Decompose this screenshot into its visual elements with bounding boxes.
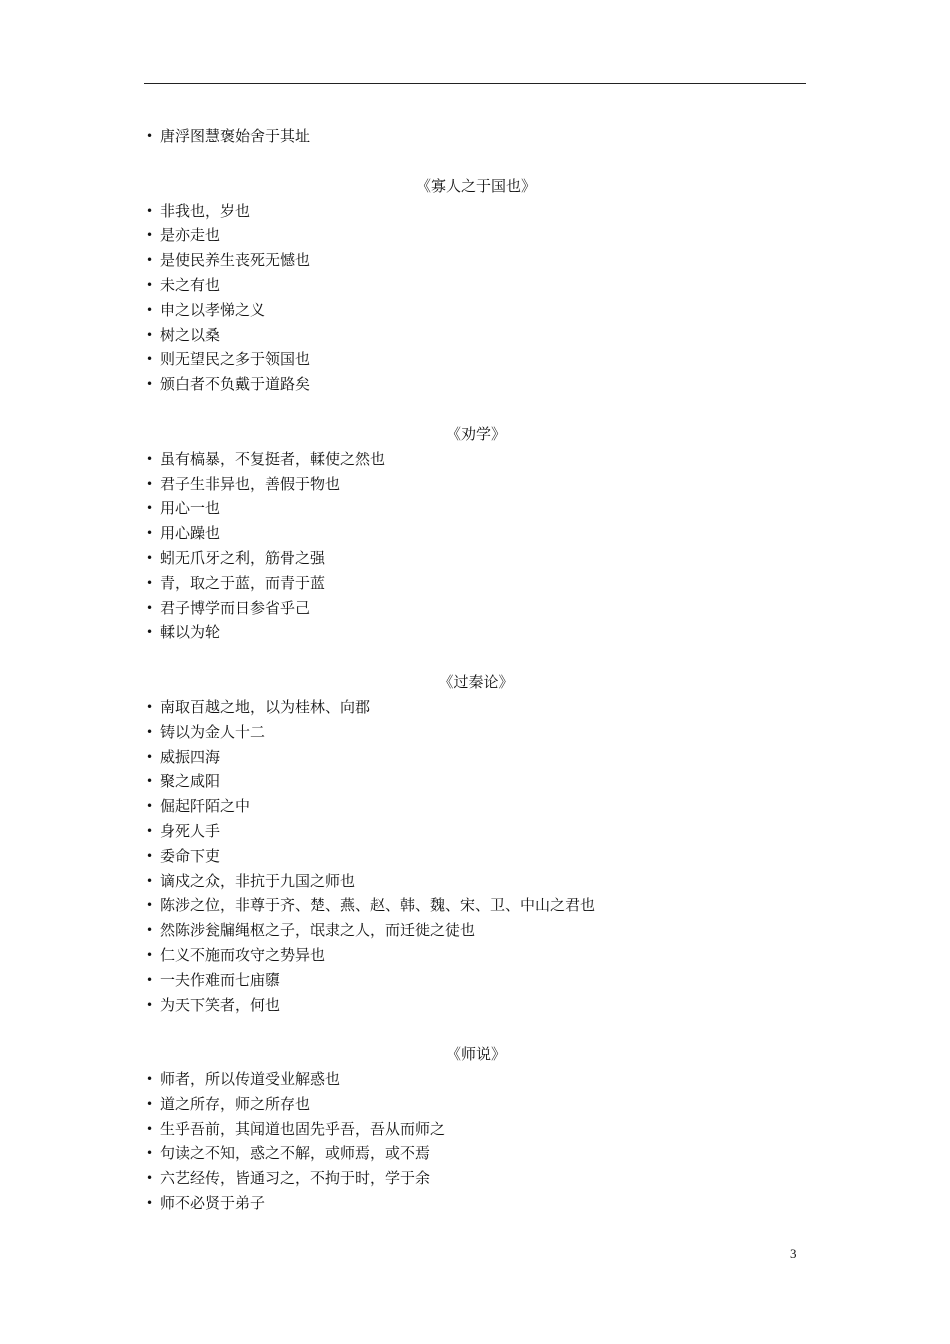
- section: [146, 124, 806, 149]
- page-number: 3: [790, 1246, 797, 1261]
- list-item: [146, 347, 806, 372]
- list-item: [146, 273, 806, 298]
- list-item: [146, 620, 806, 645]
- list-item-text: 仁义不施而攻守之势异也: [160, 945, 326, 964]
- list-item-text: 蚓无爪牙之利，筋骨之强: [160, 548, 326, 567]
- bullet-icon: •: [146, 848, 154, 863]
- list-item-text: 唐浮图慧褒始舍于其址: [160, 127, 311, 145]
- bullet-icon: •: [146, 923, 154, 938]
- list-item-text: 委命下吏: [160, 846, 221, 865]
- document-body: [146, 124, 806, 1216]
- list-item-text: 君子生非异也，善假于物也: [160, 474, 341, 493]
- list-item: [146, 199, 806, 224]
- list-item-text: 树之以桑: [160, 325, 221, 344]
- list-item-text: 颁白者不负戴于道路矣: [160, 375, 311, 394]
- list-item-text: 师不必贤于弟子: [160, 1194, 266, 1213]
- section-spacer: [146, 397, 806, 422]
- list-item: [146, 993, 806, 1018]
- list-item: [146, 745, 806, 770]
- section: [146, 149, 806, 397]
- section: [146, 1017, 806, 1216]
- bullet-icon: •: [146, 550, 154, 565]
- list-item-text: 聚之咸阳: [160, 772, 221, 791]
- bullet-icon: •: [146, 129, 154, 143]
- bullet-icon: •: [146, 823, 154, 838]
- list-item-text: 则无望民之多于领国也: [160, 350, 311, 369]
- bullet-icon: •: [146, 1072, 154, 1087]
- list-item-text: 非我也，岁也: [160, 201, 251, 220]
- list-item: [146, 546, 806, 571]
- bullet-icon: •: [146, 749, 154, 764]
- list-item: [146, 1092, 806, 1117]
- bullet-icon: •: [146, 1146, 154, 1161]
- list-item-text: 师者，所以传道受业解惑也: [160, 1070, 341, 1089]
- bullet-icon: •: [146, 898, 154, 913]
- list-item: [146, 298, 806, 323]
- list-item-text: 陈涉之位，非尊于齐、楚、燕、赵、韩、魏、宋、卫、中山之君也: [160, 896, 596, 915]
- header-rule: [144, 83, 806, 84]
- list-item: [146, 496, 806, 521]
- list-item-text: 未之有也: [160, 275, 221, 294]
- section-title: 《寡人之于国也》: [415, 176, 536, 195]
- list-item-text: 用心躁也: [160, 524, 221, 543]
- list-item-text: 句读之不知，惑之不解，或师焉，或不焉: [160, 1144, 431, 1163]
- list-item: [146, 124, 806, 149]
- list-item: [146, 819, 806, 844]
- list-item-text: 輮以为轮: [160, 623, 221, 642]
- list-item-text: 南取百越之地，以为桂林、向郡: [160, 697, 371, 716]
- list-item-text: 六艺经传，皆通习之，不拘于时，学于余: [160, 1169, 431, 1188]
- list-item: [146, 1067, 806, 1092]
- list-item: [146, 1117, 806, 1142]
- list-item: [146, 521, 806, 546]
- section-spacer: [146, 645, 806, 670]
- bullet-icon: •: [146, 327, 154, 342]
- list-item-text: 一夫作难而七庙隳: [160, 970, 281, 989]
- list-item: [146, 968, 806, 993]
- bullet-icon: •: [146, 1196, 154, 1211]
- bullet-icon: •: [146, 501, 154, 516]
- list-item: [146, 372, 806, 397]
- list-item-text: 用心一也: [160, 499, 221, 518]
- bullet-icon: •: [146, 352, 154, 367]
- list-item-text: 为天下笑者，何也: [160, 995, 281, 1014]
- list-item: [146, 323, 806, 348]
- bullet-icon: •: [146, 799, 154, 814]
- list-item: [146, 1141, 806, 1166]
- section: [146, 645, 806, 1017]
- list-item-text: 身死人手: [160, 821, 221, 840]
- list-item: [146, 794, 806, 819]
- bullet-icon: •: [146, 724, 154, 739]
- list-item: [146, 695, 806, 720]
- list-item-text: 是亦走也: [160, 226, 221, 245]
- list-item-text: 威振四海: [160, 747, 221, 766]
- list-item: [146, 596, 806, 621]
- bullet-icon: •: [146, 972, 154, 987]
- bullet-icon: •: [146, 1171, 154, 1186]
- list-item-text: 然陈涉瓮牖绳枢之子，氓隶之人，而迁徙之徒也: [160, 921, 476, 940]
- bullet-icon: •: [146, 575, 154, 590]
- list-item: [146, 472, 806, 497]
- list-item-text: 道之所存，师之所存也: [160, 1094, 311, 1113]
- list-item: [146, 571, 806, 596]
- list-item-text: 倔起阡陌之中: [160, 797, 251, 816]
- list-item-text: 君子博学而日参省乎己: [160, 598, 311, 617]
- list-item: [146, 769, 806, 794]
- bullet-icon: •: [146, 600, 154, 615]
- bullet-icon: •: [146, 377, 154, 392]
- list-item-text: 是使民养生丧死无憾也: [160, 251, 311, 270]
- list-item: [146, 918, 806, 943]
- list-item-text: 虽有槁暴，不复挺者，輮使之然也: [160, 449, 386, 468]
- section: [146, 397, 806, 645]
- section-title: 《过秦论》: [438, 673, 514, 692]
- bullet-icon: •: [146, 1096, 154, 1111]
- bullet-icon: •: [146, 625, 154, 640]
- list-item: [146, 223, 806, 248]
- section-spacer: [146, 149, 806, 174]
- bullet-icon: •: [146, 451, 154, 466]
- bullet-icon: •: [146, 947, 154, 962]
- bullet-icon: •: [146, 253, 154, 268]
- list-item-text: 申之以孝悌之义: [160, 300, 266, 319]
- list-item-text: 铸以为金人十二: [160, 722, 266, 741]
- list-item: [146, 1166, 806, 1191]
- list-item: [146, 447, 806, 472]
- bullet-icon: •: [146, 476, 154, 491]
- list-item: [146, 248, 806, 273]
- section-spacer: [146, 1017, 806, 1042]
- list-item: [146, 943, 806, 968]
- bullet-icon: •: [146, 774, 154, 789]
- bullet-icon: •: [146, 873, 154, 888]
- list-item-text: 生乎吾前，其闻道也固先乎吾，吾从而师之: [160, 1119, 446, 1138]
- section-title: 《劝学》: [445, 424, 506, 443]
- list-item: [146, 844, 806, 869]
- section-title: 《师说》: [445, 1045, 506, 1064]
- list-item-text: 谪戍之众，非抗于九国之师也: [160, 871, 356, 890]
- bullet-icon: •: [146, 1121, 154, 1136]
- bullet-icon: •: [146, 203, 154, 218]
- bullet-icon: •: [146, 526, 154, 541]
- bullet-icon: •: [146, 699, 154, 714]
- list-item: [146, 869, 806, 894]
- list-item: [146, 720, 806, 745]
- list-item: [146, 1191, 806, 1216]
- list-item: [146, 893, 806, 918]
- bullet-icon: •: [146, 302, 154, 317]
- bullet-icon: •: [146, 228, 154, 243]
- bullet-icon: •: [146, 277, 154, 292]
- list-item-text: 青，取之于蓝，而青于蓝: [160, 573, 326, 592]
- bullet-icon: •: [146, 997, 154, 1012]
